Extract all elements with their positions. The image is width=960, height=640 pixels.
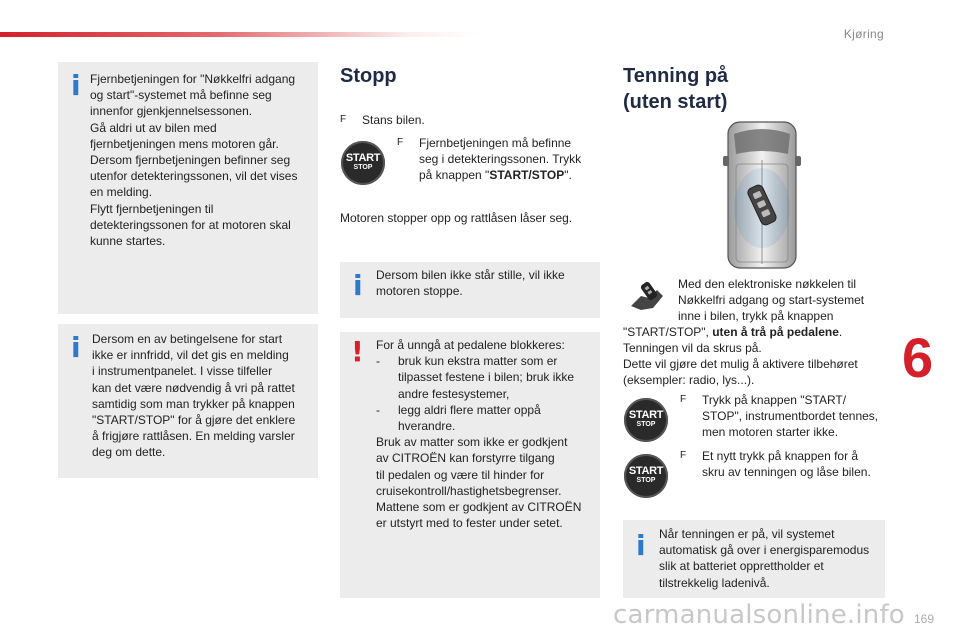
info-box-start-conditions [58, 324, 318, 478]
info-box-text: Dersom bilen ikke står stille, vil ikke motoren stoppe. [376, 268, 565, 299]
hand-holding-key-icon [627, 276, 667, 316]
page-number: 169 [913, 612, 934, 626]
bullet-press-stop: F Fjernbetjeningen må befinne seg i detekteringssonen. Trykk på knappen "START/STOP". [397, 136, 582, 182]
info-box-energy-saving [623, 520, 885, 598]
warning-box-text: For å unngå at pedalene blokkeres: - bruk kun ekstra matter som er tilpasset festene i bilen; bruk ikke andre festesystemer, - legg aldri flere matter oppå hverandre. Bruk av matter som ikke er godkjent av CITROËN kan forstyrre tilgang til pedalen og være til hinder for cruisekontroll/hastighetsbegrenser. Mattene som er godkjent av CITROËN er utstyrt med to fester under setet. [376, 337, 598, 531]
paragraph-ignition-intro: Med den elektroniske nøkkelen til Nøkkelfri adgang og start-systemet inne i bilen, trykk på knappen [678, 277, 865, 323]
car-top-view-illustration [722, 120, 802, 270]
info-icon: i [636, 529, 646, 562]
paragraph-ignition-rest: "START/STOP", uten å trå på pedalene. Tenningen vil da skrus på. Dette vil gjøre det mulig å aktivere tilbehøret (eksempler: radio, lys...). [623, 325, 858, 387]
warning-icon: ! [351, 335, 364, 368]
section-label: Kjøring [843, 27, 884, 41]
info-icon: i [353, 269, 363, 302]
heading-ignition-on: Tenning på (uten start) [623, 65, 729, 113]
dash-item: - legg aldri flere matter oppå hverandre. [376, 402, 541, 434]
info-box-text: Fjernbetjeningen for "Nøkkelfri adgang og start"-systemet må befinne seg innenfor gjenkjennelsessonen. Gå aldri ut av bilen med fjernbetjeningen mens motoren går. Dersom fjernbetjeningen befinner seg utenfor detekteringssonen, vil det vises en melding. Flytt fjernbetjeningen til detekteringssonen for at motoren skal kunne startes. [90, 72, 298, 249]
bullet-marker: F [680, 450, 687, 461]
car-top-view-icon [722, 120, 802, 270]
paragraph-engine-stops: Motoren stopper opp og rattlåsen låser seg. [340, 211, 573, 225]
bullet-marker: F [397, 137, 404, 148]
chapter-number: 6 [902, 326, 934, 389]
bullet-press-start: F Trykk på knappen "START/ STOP", instrumentbordet tennes, men motoren starter ikke. [680, 393, 879, 439]
warning-box-floor-mats [340, 332, 600, 598]
top-accent-bar [0, 32, 480, 37]
info-box-not-stationary [340, 262, 600, 318]
watermark: carmanualsonline.info [613, 600, 905, 630]
bullet-stop-car: F Stans bilen. [340, 113, 425, 127]
start-stop-button-icon: START STOP [624, 398, 668, 442]
info-box-text: Når tenningen er på, vil systemet automatisk gå over i energisparemodus slik at batteriet opprettholder et tilstrekkelig ladenivå. [659, 527, 870, 590]
info-box-detection-zone [58, 62, 318, 314]
info-icon: i [71, 69, 81, 102]
heading-stopp: Stopp [340, 65, 397, 87]
start-stop-button-icon: START STOP [341, 141, 385, 185]
bullet-press-again: F Et nytt trykk på knappen for å skru av tenningen og låse bilen. [680, 449, 871, 479]
hand-key-illustration [627, 276, 667, 316]
dash-item: - bruk kun ekstra matter som er tilpasset festene i bilen; bruk ikke andre festesystemer, [376, 354, 575, 401]
bullet-marker: F [340, 114, 347, 125]
bullet-marker: F [680, 394, 687, 405]
info-icon: i [71, 331, 81, 364]
info-box-text: Dersom en av betingelsene for start ikke er innfridd, vil det gis en melding i instrumentpanelet. I visse tilfeller kan det være nødvendig å vri på rattet samtidig som man trykker på knappen "START/STOP" for å gjøre det enklere å frigjøre rattlåsen. En melding varsler deg om dette. [92, 332, 296, 460]
start-stop-button-icon: START STOP [624, 454, 668, 498]
